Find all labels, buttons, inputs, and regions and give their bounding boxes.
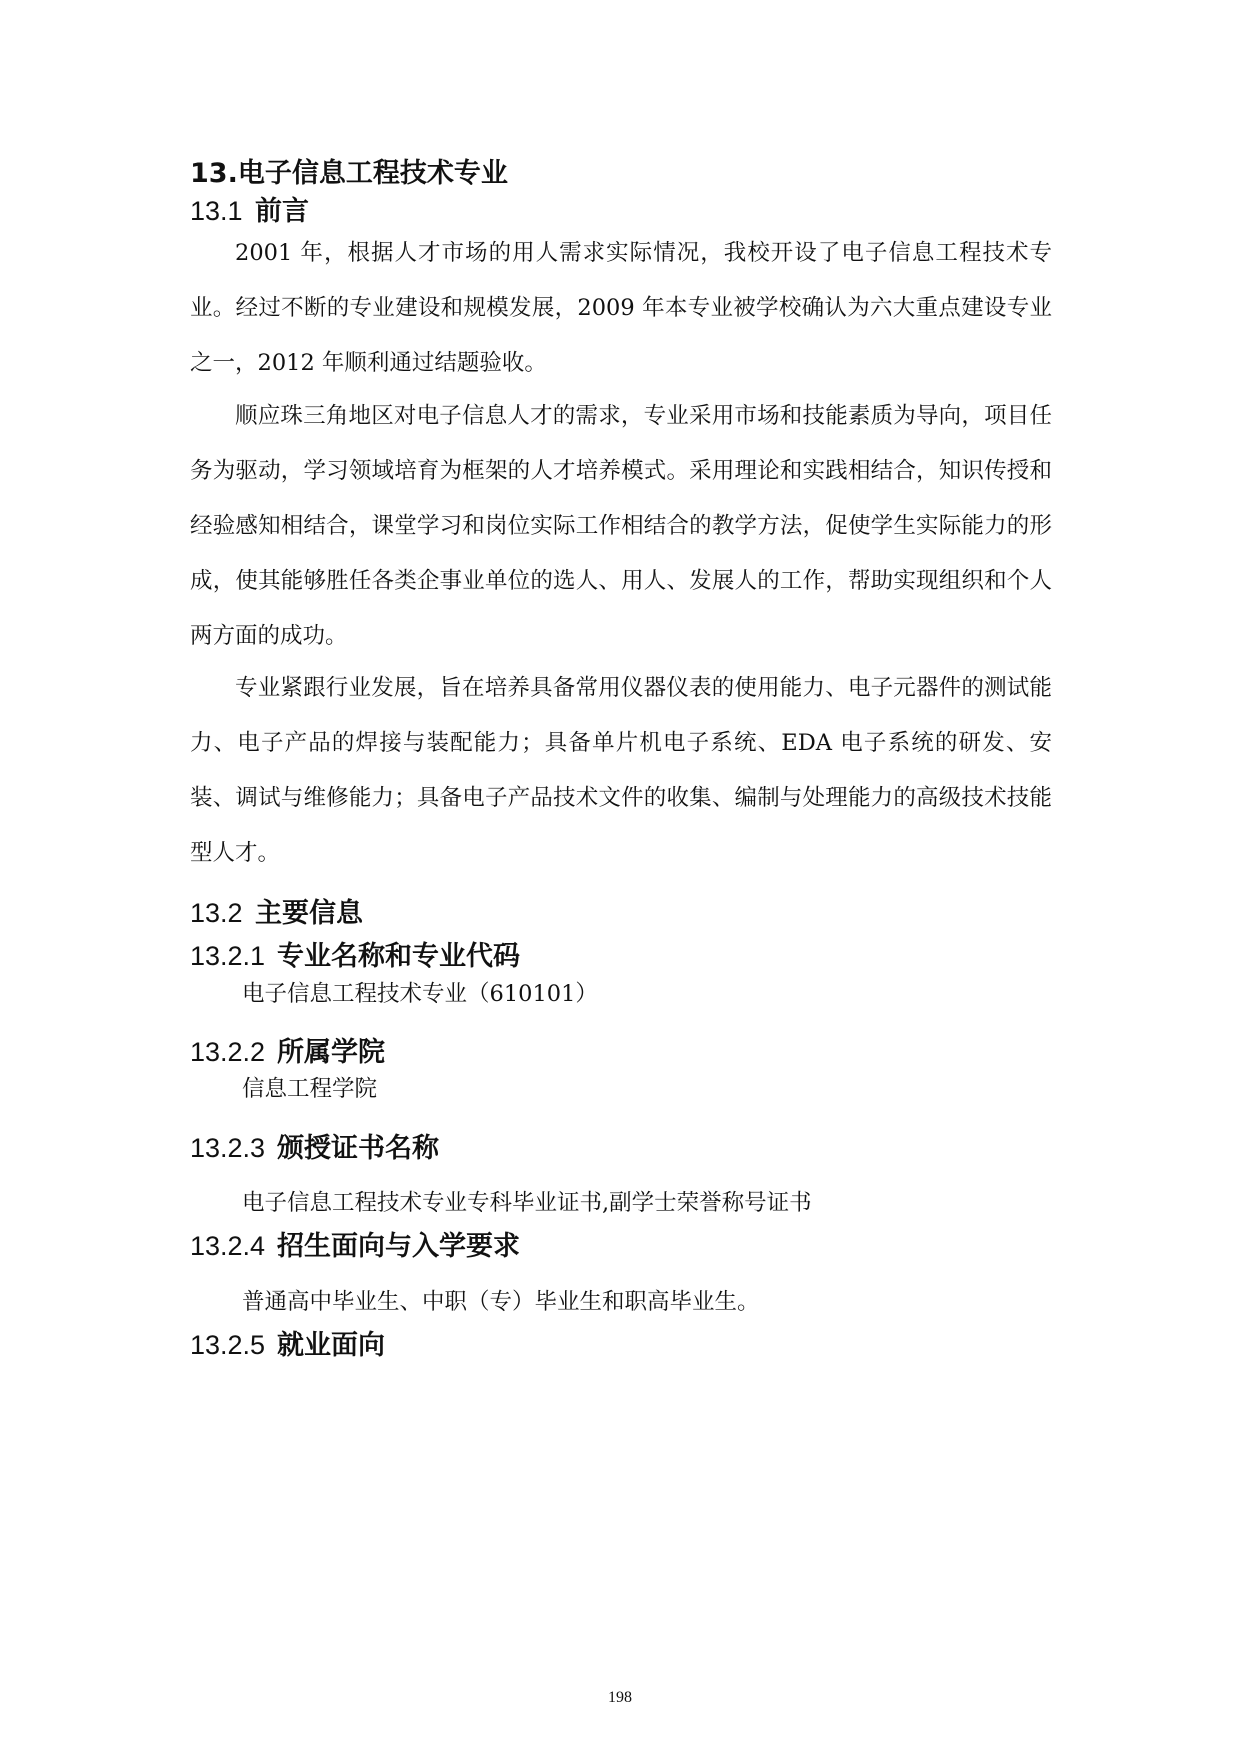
major-name-code-content: 电子信息工程技术专业（610101）: [242, 981, 598, 1007]
section-title: 前言: [255, 196, 309, 227]
foreword-paragraph-2: 顺应珠三角地区对电子信息人才的需求，专业采用市场和技能素质为导向，项目任务为驱动，学习领域培育为框架的人才培养模式。采用理论和实践相结合，知识传授和经验感知相结合，课堂学习和岗位实际工作相结合的教学方法，促使学生实际能力的形成，使其能够胜任各类企事业单位的选人、用人、发展人的工作，帮助实现组织和个人两方面的成功。: [190, 403, 1052, 649]
section-title: 主要信息: [255, 898, 363, 929]
subsection-number: 13.2.1: [190, 941, 266, 971]
section-number: 13.2: [190, 898, 243, 928]
subsection-number: 13.2.4: [190, 1231, 266, 1261]
enrollment-content: 普通高中毕业生、中职（专）毕业生和职高毕业生。: [242, 1289, 760, 1315]
subsection-title: 颁授证书名称: [277, 1133, 439, 1164]
section-number: 13.1: [190, 196, 243, 226]
subsection-heading-major-name-code: [190, 938, 520, 975]
subsection-title: 就业面向: [277, 1330, 385, 1361]
certificate-content: 电子信息工程技术专业专科毕业证书,副学士荣誉称号证书: [242, 1190, 812, 1216]
subsection-number: 13.2.2: [190, 1037, 266, 1067]
foreword-paragraph-3: 专业紧跟行业发展，旨在培养具备常用仪器仪表的使用能力、电子元器件的测试能力、电子产品的焊接与装配能力；具备单片机电子系统、EDA 电子系统的研发、安装、调试与维修能力；具备电子产品技术文件的收集、编制与处理能力的高级技术技能型人才。: [190, 675, 1052, 866]
subsection-heading-college: [190, 1034, 385, 1071]
subsection-title: 所属学院: [277, 1037, 385, 1068]
subsection-heading-employment: [190, 1327, 385, 1364]
chapter-title: [190, 156, 508, 192]
subsection-heading-enrollment: [190, 1228, 520, 1265]
foreword-paragraph-1: 2001 年，根据人才市场的用人需求实际情况，我校开设了电子信息工程技术专业。经过不断的专业建设和规模发展，2009 年本专业被学校确认为六大重点建设专业之一，2012 年顺利通过结题验收。: [190, 240, 1052, 376]
chapter-title-text: 13.电子信息工程技术专业: [190, 158, 508, 189]
subsection-heading-certificate: [190, 1130, 439, 1167]
page-number: 198: [608, 1689, 632, 1706]
college-content: 信息工程学院: [242, 1076, 378, 1102]
subsection-number: 13.2.5: [190, 1330, 266, 1360]
subsection-title: 专业名称和专业代码: [277, 941, 520, 972]
subsection-title: 招生面向与入学要求: [277, 1231, 520, 1262]
subsection-number: 13.2.3: [190, 1133, 266, 1163]
section-heading-main-info: [190, 895, 363, 932]
section-heading-foreword: [190, 193, 309, 230]
